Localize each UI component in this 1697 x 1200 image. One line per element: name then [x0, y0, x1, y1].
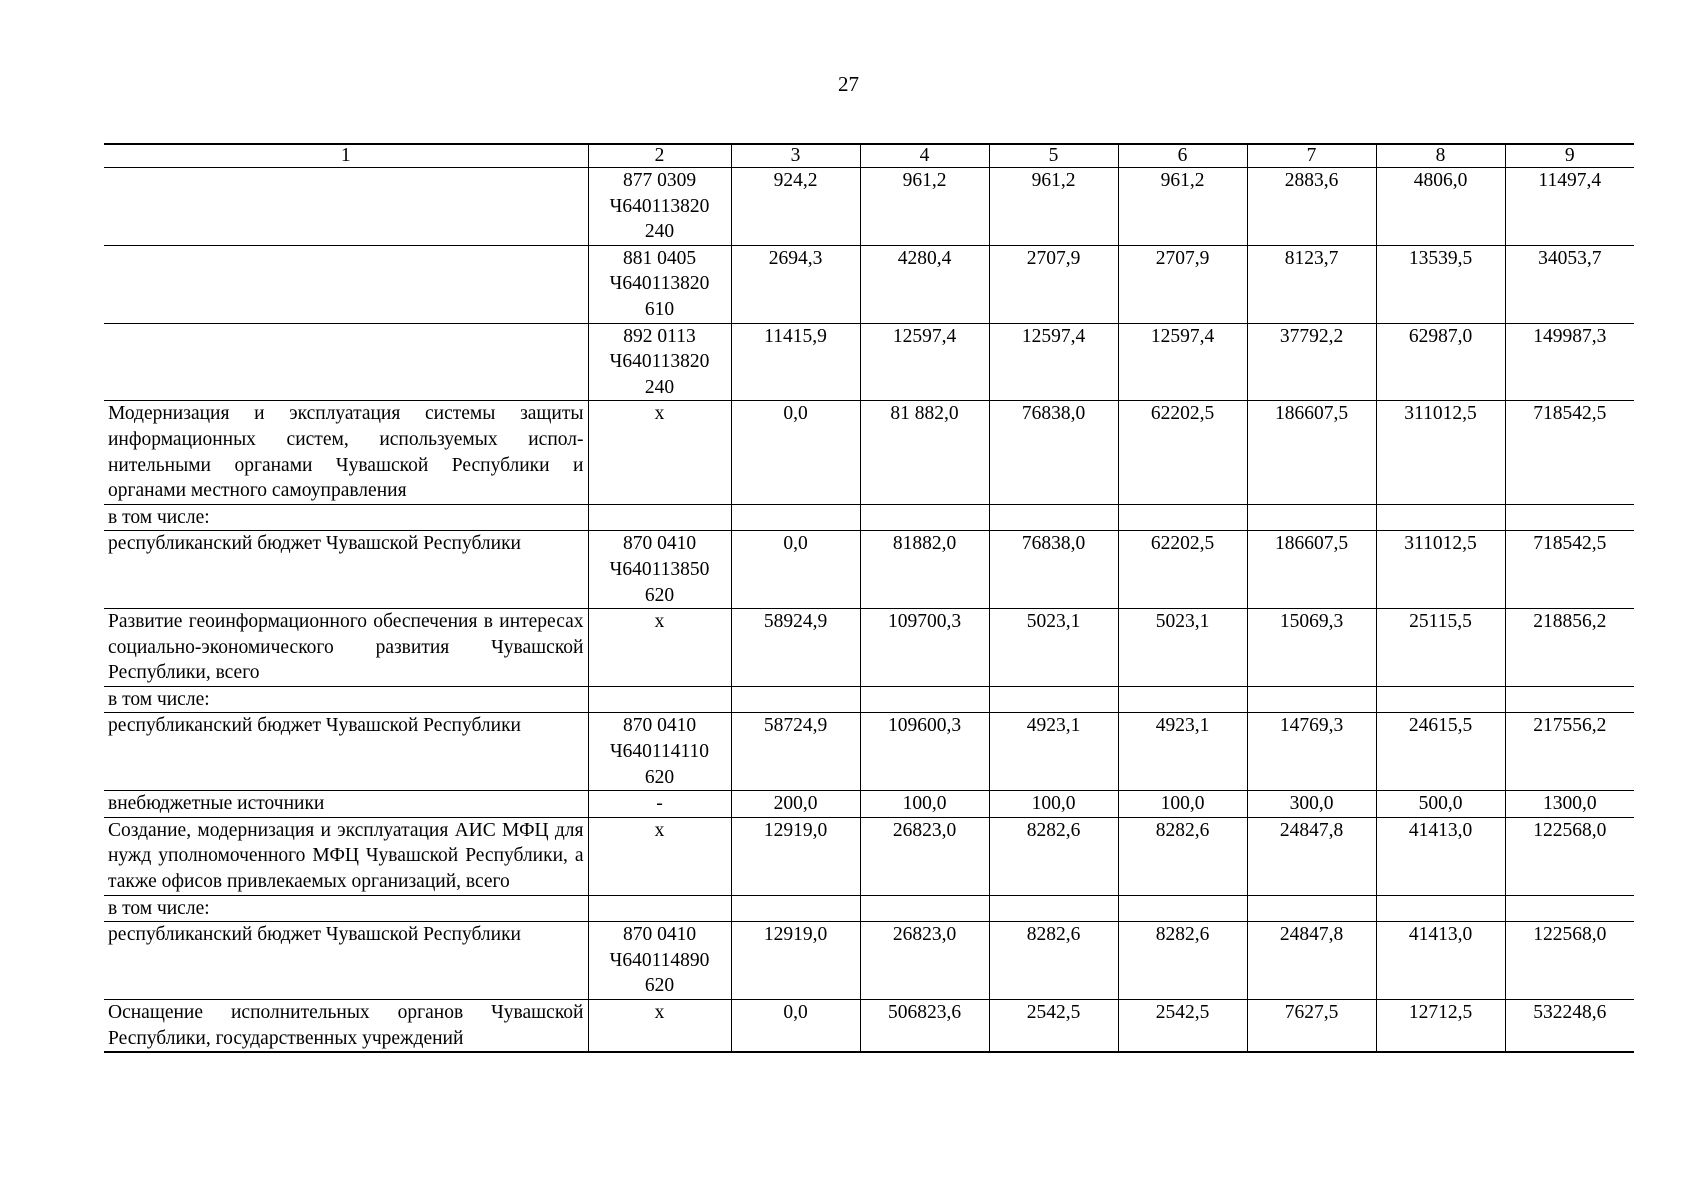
value-cell: 2707,9	[1118, 245, 1247, 323]
value-cell: 0,0	[731, 1000, 860, 1053]
budget-code: 870 0410 Ч640114890 620	[588, 922, 731, 1000]
value-cell	[1247, 895, 1376, 922]
row-name: республиканский бюджет Чувашской Республики	[104, 713, 588, 791]
table-row	[104, 245, 1634, 323]
value-cell	[1376, 504, 1505, 531]
value-cell: 25115,5	[1376, 609, 1505, 687]
value-cell: 12919,0	[731, 922, 860, 1000]
row-name	[104, 168, 588, 246]
value-cell	[731, 504, 860, 531]
table-row	[104, 895, 1634, 922]
value-cell	[1376, 686, 1505, 713]
budget-code: x	[588, 401, 731, 504]
table-header-row	[104, 144, 1634, 168]
value-cell: 8282,6	[1118, 817, 1247, 895]
value-cell: 2707,9	[989, 245, 1118, 323]
row-name	[104, 323, 588, 401]
value-cell	[989, 895, 1118, 922]
table-row	[104, 609, 1634, 687]
value-cell: 24847,8	[1247, 922, 1376, 1000]
table-row	[104, 817, 1634, 895]
value-cell: 37792,2	[1247, 323, 1376, 401]
value-cell: 109600,3	[860, 713, 989, 791]
value-cell: 532248,6	[1505, 1000, 1634, 1053]
column-header: 5	[989, 144, 1118, 168]
budget-table	[104, 143, 1634, 1053]
value-cell: 13539,5	[1376, 245, 1505, 323]
row-name: в том числе:	[104, 504, 588, 531]
row-name: внебюджетные источники	[104, 791, 588, 818]
value-cell: 186607,5	[1247, 531, 1376, 609]
table-row	[104, 1000, 1634, 1053]
value-cell: 961,2	[1118, 168, 1247, 246]
value-cell: 24615,5	[1376, 713, 1505, 791]
column-header: 9	[1505, 144, 1634, 168]
value-cell: 14769,3	[1247, 713, 1376, 791]
budget-code: 870 0410 Ч640113850 620	[588, 531, 731, 609]
table-row	[104, 323, 1634, 401]
value-cell: 34053,7	[1505, 245, 1634, 323]
value-cell: 122568,0	[1505, 817, 1634, 895]
budget-code: -	[588, 791, 731, 818]
budget-code: x	[588, 609, 731, 687]
value-cell: 186607,5	[1247, 401, 1376, 504]
value-cell: 2542,5	[1118, 1000, 1247, 1053]
value-cell: 11415,9	[731, 323, 860, 401]
value-cell: 41413,0	[1376, 817, 1505, 895]
value-cell	[731, 686, 860, 713]
budget-code: x	[588, 1000, 731, 1053]
value-cell: 76838,0	[989, 531, 1118, 609]
column-header: 2	[588, 144, 731, 168]
value-cell: 300,0	[1247, 791, 1376, 818]
value-cell: 26823,0	[860, 922, 989, 1000]
budget-code: 870 0410 Ч640114110 620	[588, 713, 731, 791]
value-cell	[1247, 686, 1376, 713]
value-cell: 924,2	[731, 168, 860, 246]
value-cell: 81 882,0	[860, 401, 989, 504]
value-cell: 506823,6	[860, 1000, 989, 1053]
row-name: Оснащение исполнительных органов Чувашской Республики, государственных учреждений	[104, 1000, 588, 1053]
value-cell	[731, 895, 860, 922]
column-header: 7	[1247, 144, 1376, 168]
value-cell: 961,2	[860, 168, 989, 246]
value-cell	[1118, 895, 1247, 922]
row-name: республиканский бюджет Чувашской Республики	[104, 531, 588, 609]
value-cell: 311012,5	[1376, 401, 1505, 504]
page-number: 27	[838, 72, 859, 96]
value-cell: 12597,4	[989, 323, 1118, 401]
value-cell: 217556,2	[1505, 713, 1634, 791]
value-cell: 311012,5	[1376, 531, 1505, 609]
value-cell	[989, 686, 1118, 713]
value-cell: 5023,1	[1118, 609, 1247, 687]
budget-code: 881 0405 Ч640113820 610	[588, 245, 731, 323]
value-cell: 58924,9	[731, 609, 860, 687]
column-header: 8	[1376, 144, 1505, 168]
value-cell: 62202,5	[1118, 531, 1247, 609]
value-cell: 15069,3	[1247, 609, 1376, 687]
value-cell	[1376, 895, 1505, 922]
budget-code	[588, 504, 731, 531]
value-cell: 500,0	[1376, 791, 1505, 818]
value-cell: 149987,3	[1505, 323, 1634, 401]
value-cell: 62202,5	[1118, 401, 1247, 504]
column-header: 6	[1118, 144, 1247, 168]
row-name	[104, 245, 588, 323]
value-cell: 8282,6	[1118, 922, 1247, 1000]
column-header: 4	[860, 144, 989, 168]
value-cell: 2542,5	[989, 1000, 1118, 1053]
value-cell: 718542,5	[1505, 401, 1634, 504]
table-row	[104, 922, 1634, 1000]
table-row	[104, 686, 1634, 713]
value-cell: 7627,5	[1247, 1000, 1376, 1053]
budget-code	[588, 686, 731, 713]
value-cell: 5023,1	[989, 609, 1118, 687]
value-cell: 1300,0	[1505, 791, 1634, 818]
value-cell: 200,0	[731, 791, 860, 818]
table-row	[104, 401, 1634, 504]
budget-code: 892 0113 Ч640113820 240	[588, 323, 731, 401]
value-cell: 2883,6	[1247, 168, 1376, 246]
row-name: Создание, модернизация и эксплуатация АИС МФЦ для нужд уполномоченного МФЦ Чувашской Республики, а также офисов привлекаемых организаций, всего	[104, 817, 588, 895]
value-cell: 12919,0	[731, 817, 860, 895]
value-cell: 11497,4	[1505, 168, 1634, 246]
value-cell: 26823,0	[860, 817, 989, 895]
value-cell: 218856,2	[1505, 609, 1634, 687]
budget-code	[588, 895, 731, 922]
value-cell	[989, 504, 1118, 531]
value-cell: 8282,6	[989, 922, 1118, 1000]
value-cell: 109700,3	[860, 609, 989, 687]
value-cell	[860, 504, 989, 531]
row-name: Развитие геоинформационного обеспечения в интересах социально-экономического развития Чувашской Республики, всего	[104, 609, 588, 687]
value-cell: 62987,0	[1376, 323, 1505, 401]
value-cell: 41413,0	[1376, 922, 1505, 1000]
value-cell	[860, 686, 989, 713]
value-cell: 4923,1	[1118, 713, 1247, 791]
table-row	[104, 168, 1634, 246]
value-cell: 24847,8	[1247, 817, 1376, 895]
value-cell: 100,0	[989, 791, 1118, 818]
value-cell	[1505, 504, 1634, 531]
row-name: республиканский бюджет Чувашской Республики	[104, 922, 588, 1000]
column-header: 3	[731, 144, 860, 168]
value-cell: 4806,0	[1376, 168, 1505, 246]
table-row	[104, 791, 1634, 818]
column-header: 1	[104, 144, 588, 168]
value-cell: 58724,9	[731, 713, 860, 791]
value-cell: 0,0	[731, 401, 860, 504]
table-row	[104, 531, 1634, 609]
value-cell	[1118, 504, 1247, 531]
budget-code: 877 0309 Ч640113820 240	[588, 168, 731, 246]
value-cell: 76838,0	[989, 401, 1118, 504]
table-row	[104, 713, 1634, 791]
value-cell: 2694,3	[731, 245, 860, 323]
value-cell: 12712,5	[1376, 1000, 1505, 1053]
value-cell	[1505, 895, 1634, 922]
value-cell	[1505, 686, 1634, 713]
value-cell: 4280,4	[860, 245, 989, 323]
value-cell	[860, 895, 989, 922]
value-cell: 81882,0	[860, 531, 989, 609]
budget-code: x	[588, 817, 731, 895]
value-cell	[1118, 686, 1247, 713]
value-cell: 8123,7	[1247, 245, 1376, 323]
value-cell: 122568,0	[1505, 922, 1634, 1000]
row-name: Модернизация и эксплуатация системы защиты информационных систем, используемых исполнительными органами Чувашской Республики и органами местного самоуправления	[104, 401, 588, 504]
value-cell: 100,0	[860, 791, 989, 818]
value-cell: 8282,6	[989, 817, 1118, 895]
table-row	[104, 504, 1634, 531]
row-name: в том числе:	[104, 686, 588, 713]
value-cell: 4923,1	[989, 713, 1118, 791]
value-cell: 12597,4	[860, 323, 989, 401]
value-cell: 718542,5	[1505, 531, 1634, 609]
value-cell	[1247, 504, 1376, 531]
value-cell: 0,0	[731, 531, 860, 609]
value-cell: 100,0	[1118, 791, 1247, 818]
value-cell: 961,2	[989, 168, 1118, 246]
row-name: в том числе:	[104, 895, 588, 922]
value-cell: 12597,4	[1118, 323, 1247, 401]
